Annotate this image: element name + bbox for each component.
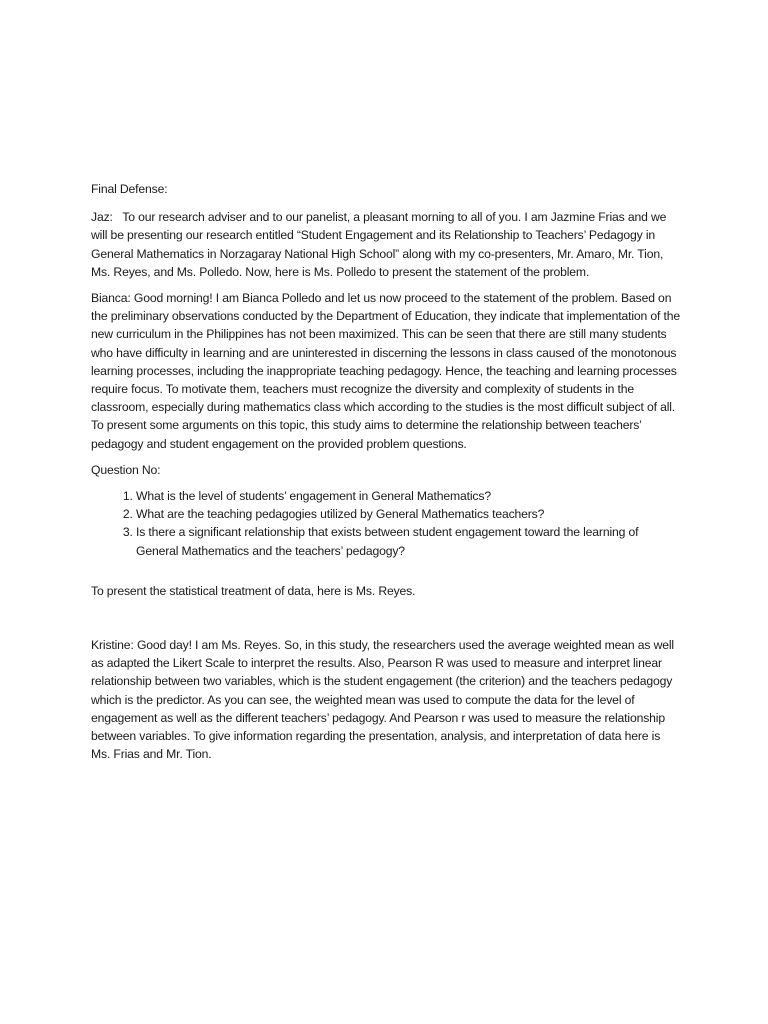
bianca-text: Good morning! I am Bianca Polledo and let us now proceed to the statement of the problem. Based on the preliminary observations conducted by the Department of Education, they indicate that implementation of the new curriculum in the Philippines has not been maximized. This can be seen that there are still many students who have difficulty in learning and are uninterested in discerning the lessons in class caused of the monotonous learning processes, including the inappropriate teaching pedagogy. Hence, the teaching and learning processes require focus. To motivate them, teachers must recognize the diversity and complexity of students in the classroom, especially during mathematics class which according to the studies is the most difficult subject of all. To present some arguments on this topic, this study aims to determine the relationship between teachers’ pedagogy and student engagement on the provided problem questions. <box>91 291 681 451</box>
question-heading: Question No: <box>91 462 161 477</box>
kristine-paragraph <box>91 636 681 763</box>
question-item-2: 2. What are the teaching pedagogies utilized by General Mathematics teachers? <box>136 505 681 523</box>
transition-text: To present the statistical treatment of data, here is Ms. Reyes. <box>91 583 416 598</box>
bianca-speaker: Bianca: <box>91 291 131 306</box>
jaz-speaker: Jaz: <box>91 210 113 225</box>
jaz-text: To our research adviser and to our panelist, a pleasant morning to all of you. I am Jazmine Frias and we will be presenting our research entitled “Student Engagement and its Relationship to Teachers’ Pedagogy in General Mathematics in Norzagaray National High School” along with my co-presenters, Mr. Amaro, Mr. Tion, Ms. Reyes, and Ms. Polledo. Now, here is Ms. Polledo to present the statement of the problem. <box>91 210 667 279</box>
question-item-1: 1. What is the level of students’ engagement in General Mathematics? <box>136 487 681 505</box>
question-item-3: 3. Is there a significant relationship that exists between student engagement toward the learning of General Mathematics and the teachers’ pedagogy? <box>136 523 681 559</box>
question-list <box>91 487 681 560</box>
kristine-text: Good day! I am Ms. Reyes. So, in this study, the researchers used the average weighted mean as well as adapted the Likert Scale to interpret the results. Also, Pearson R was used to measure and interpret linear relationship between two variables, which is the student engagement (the criterion) and the teachers pedagogy which is the predictor. As you can see, the weighted mean was used to compute the data for the level of engagement as well as the different teachers’ pedagogy. And Pearson r was used to measure the relationship between variables. To give information regarding the presentation, analysis, and interpretation of data here is Ms. Frias and Mr. Tion. <box>91 638 674 762</box>
document-title: Final Defense: <box>91 182 168 196</box>
bianca-paragraph <box>91 289 681 453</box>
jaz-paragraph <box>91 208 681 281</box>
kristine-speaker: Kristine: <box>91 638 134 653</box>
document-page <box>91 180 681 771</box>
spacer <box>91 608 681 636</box>
spacer <box>91 560 681 582</box>
